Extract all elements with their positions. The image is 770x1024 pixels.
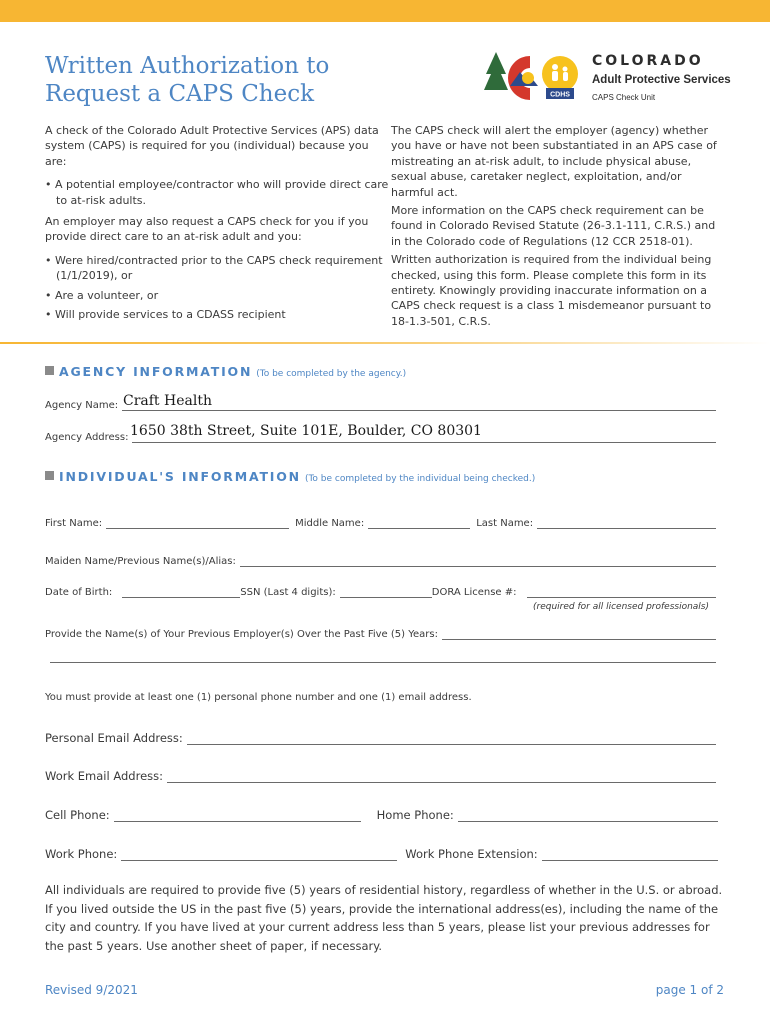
dora-label: DORA License #:: [431, 587, 517, 598]
intro-right-paragraph-2: More information on the CAPS check requirement can be found in Colorado Revised Statute (26-3.1-111, C.R.S.) and in the Colorado code of Regulations (12 CCR 2518-01).: [391, 204, 716, 248]
first-name-field[interactable]: [106, 528, 289, 529]
work-ext-field[interactable]: [542, 860, 718, 861]
dob-label: Date of Birth:: [45, 587, 113, 598]
intro-right-paragraph-1: The CAPS check will alert the employer (agency) whether you have or have not been substantiated in an APS case of mistreating an at-risk adult, to include physical abuse, sexual abuse, caretaker neglect, exploitation, and/or harmful act.: [391, 124, 717, 199]
contact-note: You must provide at least one (1) personal phone number and one (1) email address.: [45, 692, 472, 703]
section-square-icon: [45, 366, 54, 375]
employers-field[interactable]: [442, 639, 716, 640]
employers-row-2: [45, 662, 716, 663]
colorado-aps-logo: [482, 50, 732, 104]
agency-address-label: Agency Address:: [45, 432, 129, 443]
tree-icon: [484, 52, 508, 90]
work-phone-label: Work Phone:: [45, 847, 118, 861]
intro-left-paragraph-1: A check of the Colorado Adult Protective Services (APS) data system (CAPS) is required for you (individual) because you are:: [45, 124, 379, 168]
last-name-field[interactable]: [537, 528, 716, 529]
page-title: [45, 52, 405, 108]
list-item: • Will provide services to a CDASS recipient: [45, 308, 286, 322]
intro-left-paragraph-2: An employer may also request a CAPS check for you if you provide direct care to an at-risk adult and you:: [45, 215, 369, 244]
sun-icon: [522, 72, 534, 84]
personal-email-label: Personal Email Address:: [45, 731, 183, 745]
individual-section-note: (To be completed by the individual being checked.): [304, 474, 536, 484]
cdhs-badge-label: CDHS: [550, 91, 570, 99]
name-row: [45, 518, 716, 529]
maiden-name-row: [45, 556, 716, 567]
agency-section-note: (To be completed by the agency.): [256, 369, 407, 379]
colorado-state-logo-icon: [482, 50, 586, 104]
agency-name-field[interactable]: [122, 410, 716, 411]
maiden-name-label: Maiden Name/Previous Name(s)/Alias:: [45, 556, 236, 567]
last-name-label: Last Name:: [476, 518, 534, 529]
person-body-icon-2: [563, 72, 568, 81]
ssn-label: SSN (Last 4 digits):: [240, 587, 336, 598]
intro-right-paragraph-3: Written authorization is required from the individual being checked, using this form. Please complete this form in its entirety. Knowingly providing inaccurate information on a CAPS check request is a class 1 misdemeanor pursuant to 18-1.3-501, C.R.S.: [391, 253, 712, 328]
person-icon: [552, 64, 558, 70]
maiden-name-field[interactable]: [240, 566, 716, 567]
page-title-line1: Written Authorization to: [45, 53, 330, 79]
person-body-icon: [552, 71, 558, 81]
personal-email-field[interactable]: [187, 744, 716, 745]
logo-wordmark: COLORADO: [592, 53, 704, 69]
employers-label: Provide the Name(s) of Your Previous Employer(s) Over the Past Five (5) Years:: [45, 629, 438, 640]
intro-left-list-2: [45, 253, 390, 323]
agency-address-field[interactable]: [132, 442, 716, 443]
middle-name-field[interactable]: [368, 528, 470, 529]
employers-field-2[interactable]: [50, 662, 716, 663]
work-email-row: [45, 769, 716, 783]
intro-left-list-1: [45, 177, 390, 208]
dora-field[interactable]: [527, 597, 716, 598]
cell-phone-field[interactable]: [114, 821, 361, 822]
page-number: page 1 of 2: [655, 983, 724, 997]
section-square-icon: [45, 471, 54, 480]
agency-name-label: Agency Name:: [45, 400, 119, 411]
list-item: • A potential employee/contractor who will provide direct care to at-risk adults.: [45, 178, 389, 207]
dob-field[interactable]: [122, 597, 240, 598]
top-accent-bar: [0, 0, 770, 22]
list-item: • Are a volunteer, or: [45, 288, 159, 302]
middle-name-label: Middle Name:: [295, 518, 365, 529]
intro-left-column: [45, 123, 390, 328]
cell-phone-label: Cell Phone:: [45, 808, 110, 822]
logo-unit: CAPS Check Unit: [592, 93, 656, 102]
work-phone-row: [45, 847, 718, 861]
id-row: [45, 587, 716, 598]
revised-date: Revised 9/2021: [45, 983, 138, 997]
page-title-line2: Request a CAPS Check: [45, 81, 315, 107]
dora-note: (required for all licensed professionals): [533, 602, 710, 612]
person-icon-2: [563, 67, 568, 72]
personal-email-row: [45, 731, 716, 745]
list-item: • Were hired/contracted prior to the CAPS check requirement (1/1/2019), or: [45, 253, 383, 283]
cdhs-badge-icon: [542, 56, 578, 92]
work-email-field[interactable]: [167, 782, 716, 783]
phone-row: [45, 808, 718, 822]
employers-row: [45, 629, 716, 640]
agency-address-value: 1650 38th Street, Suite 101E, Boulder, CO 80301: [130, 423, 482, 439]
agency-section-title: AGENCY INFORMATION: [59, 364, 253, 379]
first-name-label: First Name:: [45, 518, 103, 529]
logo-department: Adult Protective Services: [592, 74, 731, 86]
ssn-field[interactable]: [340, 597, 432, 598]
individual-section-header: [45, 466, 535, 485]
individual-section-title: INDIVIDUAL'S INFORMATION: [59, 469, 301, 484]
home-phone-label: Home Phone:: [376, 808, 454, 822]
agency-name-value: Craft Health: [123, 393, 212, 409]
intro-right-column: [391, 123, 727, 332]
residential-history-note: All individuals are required to provide five (5) years of residential history, regardless of whether in the U.S. or abroad. If you lived outside the US in the past five (5) years, provide the international address(es), including the name of the city and country. If you have lived at your current address less than 5 years, please list your previous addresses for the past 5 years. Use another sheet of paper, if necessary.: [45, 883, 723, 953]
work-phone-field[interactable]: [121, 860, 397, 861]
section-divider: [0, 342, 770, 344]
work-ext-label: Work Phone Extension:: [405, 847, 538, 861]
home-phone-field[interactable]: [458, 821, 718, 822]
agency-section-header: [45, 361, 406, 380]
work-email-label: Work Email Address:: [45, 769, 164, 783]
